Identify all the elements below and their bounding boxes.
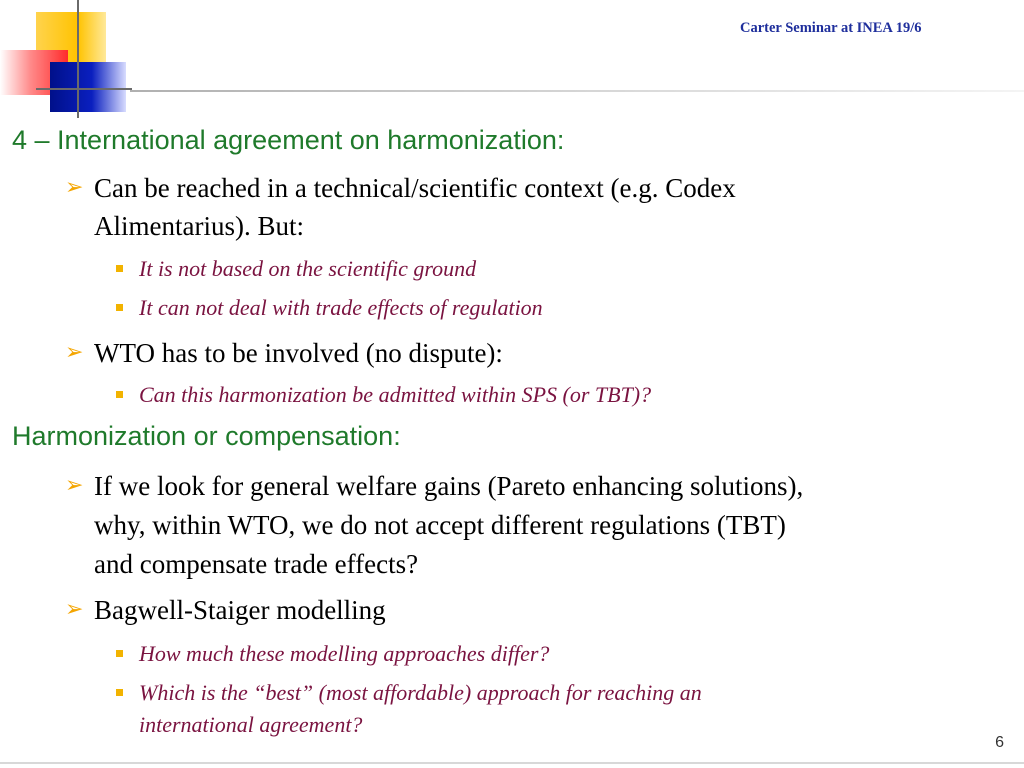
arrow-bullet-icon: ➢ bbox=[65, 472, 84, 497]
sub-bullet-text: It is not based on the scientific ground bbox=[139, 256, 477, 281]
arrow-bullet-icon: ➢ bbox=[65, 596, 84, 621]
square-bullet-icon bbox=[116, 304, 123, 311]
page-number: 6 bbox=[995, 734, 1004, 751]
heading-international-agreement: 4 – International agreement on harmonization: bbox=[12, 125, 565, 155]
sub-bullet-text: Which is the “best” (most affordable) approach for reaching an bbox=[139, 680, 702, 705]
bullet-text: If we look for general welfare gains (Pareto enhancing solutions), bbox=[94, 471, 804, 501]
bullet-text: and compensate trade effects? bbox=[94, 549, 419, 579]
square-bullet-icon bbox=[116, 689, 123, 696]
bullet-text: Can be reached in a technical/scientific context (e.g. Codex bbox=[94, 173, 736, 203]
square-bullet-icon bbox=[116, 650, 123, 657]
heading-harmonization-compensation: Harmonization or compensation: bbox=[12, 421, 401, 451]
bullet-text: Bagwell-Staiger modelling bbox=[94, 595, 386, 625]
square-bullet-icon bbox=[116, 391, 123, 398]
sub-bullet-text: How much these modelling approaches differ? bbox=[139, 641, 550, 666]
sub-bullet-text: Can this harmonization be admitted within SPS (or TBT)? bbox=[139, 382, 652, 407]
bullet-text: Alimentarius). But: bbox=[94, 211, 304, 241]
sub-bullet-text: international agreement? bbox=[139, 712, 363, 737]
bullet-text: WTO has to be involved (no dispute): bbox=[94, 338, 503, 368]
header-title: Carter Seminar at INEA 19/6 bbox=[740, 20, 922, 36]
bullet-text: why, within WTO, we do not accept different regulations (TBT) bbox=[94, 510, 786, 540]
footer-rule bbox=[0, 762, 1024, 764]
arrow-bullet-icon: ➢ bbox=[65, 174, 84, 199]
square-bullet-icon bbox=[116, 265, 123, 272]
sub-bullet-text: It can not deal with trade effects of regulation bbox=[139, 295, 543, 320]
arrow-bullet-icon: ➢ bbox=[65, 339, 84, 364]
